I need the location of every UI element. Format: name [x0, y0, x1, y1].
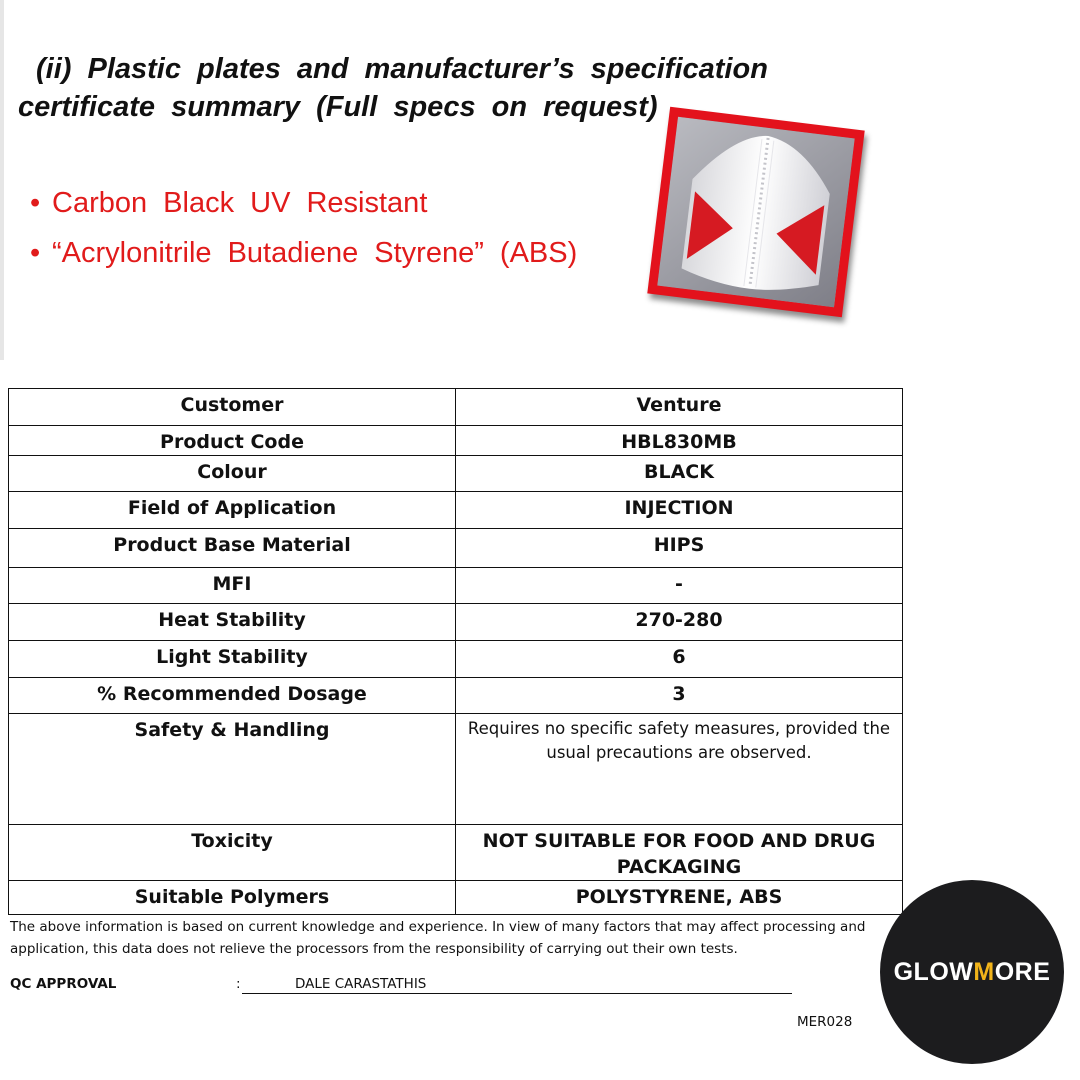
- qc-colon: :: [236, 976, 241, 992]
- page-left-edge: [0, 0, 4, 360]
- row-value: BLACK: [456, 456, 903, 492]
- table-row: [9, 604, 903, 641]
- disclaimer-text: The above information is based on current knowledge and experience. In view of many factors that may affect processing and application, this data does not relieve the processors from the responsibility of carrying out their own tests.: [10, 919, 866, 957]
- table-row: [9, 714, 903, 825]
- row-value: 6: [456, 641, 903, 678]
- row-value: Requires no specific safety measures, provided the usual precautions are observed.: [456, 714, 903, 825]
- table-row: [9, 492, 903, 529]
- row-label: Suitable Polymers: [9, 881, 456, 915]
- row-label: Product Base Material: [9, 529, 456, 568]
- row-value: Venture: [456, 389, 903, 426]
- bullet-item: [30, 178, 577, 228]
- row-label: Colour: [9, 456, 456, 492]
- table-row: [9, 568, 903, 604]
- document-code: MER028: [797, 1014, 853, 1030]
- row-value: 270-280: [456, 604, 903, 641]
- row-label: Toxicity: [9, 825, 456, 881]
- row-label: MFI: [9, 568, 456, 604]
- reflector-plate-image: [657, 117, 854, 307]
- material-bullet-list: [30, 178, 577, 278]
- table-row: [9, 529, 903, 568]
- brand-wordmark: [894, 958, 1051, 987]
- row-value: NOT SUITABLE FOR FOOD AND DRUG PACKAGING: [456, 825, 903, 881]
- heading-line-1: (ii) Plastic plates and manufacturer’s specification: [36, 53, 768, 85]
- row-value: -: [456, 568, 903, 604]
- row-label: Customer: [9, 389, 456, 426]
- bullet-dot-icon: •: [30, 237, 41, 269]
- brand-prefix: GLOW: [893, 957, 974, 986]
- brand-suffix: ORE: [994, 957, 1051, 986]
- table-row: [9, 678, 903, 714]
- glowmore-logo: [880, 880, 1064, 1064]
- row-label: Heat Stability: [9, 604, 456, 641]
- bullet-text: “Acrylonitrile Butadiene Styrene” (ABS): [52, 237, 578, 269]
- product-photo: [647, 107, 864, 317]
- table-row: [9, 825, 903, 881]
- table-row: [9, 426, 903, 456]
- product-photo-inner: [657, 117, 854, 307]
- row-label: Light Stability: [9, 641, 456, 678]
- table-row: [9, 881, 903, 915]
- qc-approval-label: QC APPROVAL: [10, 976, 117, 992]
- heading-line-2: certificate summary (Full specs on request): [18, 91, 658, 123]
- row-value: HIPS: [456, 529, 903, 568]
- row-value: 3: [456, 678, 903, 714]
- row-value: HBL830MB: [456, 426, 903, 456]
- table-row: [9, 389, 903, 426]
- table-row: [9, 456, 903, 492]
- bullet-item: [30, 228, 577, 278]
- bullet-text: Carbon Black UV Resistant: [52, 187, 428, 219]
- brand-accent-letter: M: [973, 957, 995, 986]
- row-label: Safety & Handling: [9, 714, 456, 825]
- spec-table: [8, 388, 903, 915]
- signature-line: [242, 993, 792, 994]
- table-row: [9, 641, 903, 678]
- row-label: Product Code: [9, 426, 456, 456]
- row-value: INJECTION: [456, 492, 903, 529]
- qc-approver-name: DALE CARASTATHIS: [295, 976, 427, 992]
- row-value: POLYSTYRENE, ABS: [456, 881, 903, 915]
- bullet-dot-icon: •: [30, 187, 41, 219]
- row-label: % Recommended Dosage: [9, 678, 456, 714]
- row-label: Field of Application: [9, 492, 456, 529]
